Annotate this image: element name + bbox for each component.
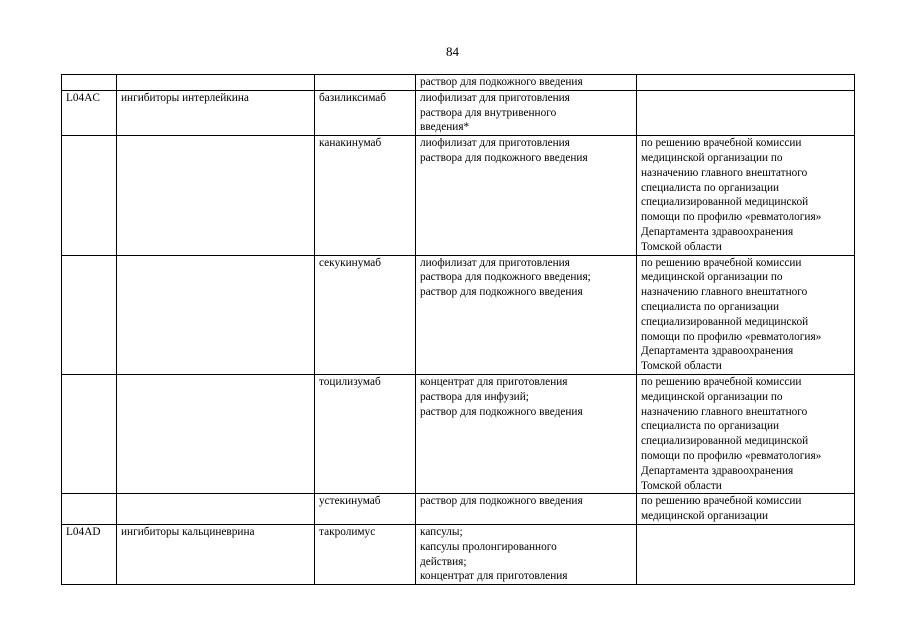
atc-code-cell <box>62 75 117 91</box>
atc-code-cell <box>62 494 117 525</box>
note-cell: по решению врачебной комиссии медицинской организации по назначению главного внештатного специалиста по организации специализированной медицинской помощи по профилю «ревматология» Департамента здравоохранения Томской области <box>637 374 855 493</box>
group-cell <box>117 75 315 91</box>
note-cell <box>637 75 855 91</box>
atc-code-cell <box>62 374 117 493</box>
table-row <box>62 255 855 374</box>
drug-name-cell <box>315 75 416 91</box>
note-cell: по решению врачебной комиссии медицинской организации по назначению главного внештатного специалиста по организации специализированной медицинской помощи по профилю «ревматология» Департамента здравоохранения Томской области <box>637 255 855 374</box>
group-cell: ингибиторы кальциневрина <box>117 524 315 584</box>
dosage-form-cell: лиофилизат для приготовления раствора для подкожного введения; раствор для подкожного введения <box>416 255 637 374</box>
page-number: 84 <box>446 44 459 59</box>
group-cell <box>117 374 315 493</box>
group-cell <box>117 136 315 255</box>
atc-code-cell <box>62 255 117 374</box>
group-cell: ингибиторы интерлейкина <box>117 90 315 135</box>
dosage-form-cell: капсулы; капсулы пролонгированного действия; концентрат для приготовления <box>416 524 637 584</box>
group-cell <box>117 494 315 525</box>
dosage-form-cell: раствор для подкожного введения <box>416 75 637 91</box>
atc-code-cell: L04AC <box>62 90 117 135</box>
table-row <box>62 90 855 135</box>
note-cell <box>637 524 855 584</box>
dosage-form-cell: лиофилизат для приготовления раствора для внутривенного введения* <box>416 90 637 135</box>
drug-name-cell: такролимус <box>315 524 416 584</box>
note-cell: по решению врачебной комиссии медицинской организации по назначению главного внештатного специалиста по организации специализированной медицинской помощи по профилю «ревматология» Департамента здравоохранения Томской области <box>637 136 855 255</box>
atc-code-cell <box>62 136 117 255</box>
drug-name-cell: канакинумаб <box>315 136 416 255</box>
dosage-form-cell: раствор для подкожного введения <box>416 494 637 525</box>
table-row <box>62 374 855 493</box>
atc-code-cell: L04AD <box>62 524 117 584</box>
note-cell: по решению врачебной комиссии медицинской организации <box>637 494 855 525</box>
table-row <box>62 494 855 525</box>
drug-name-cell: базиликсимаб <box>315 90 416 135</box>
group-cell <box>117 255 315 374</box>
drug-name-cell: секукинумаб <box>315 255 416 374</box>
table-row <box>62 75 855 91</box>
drug-table <box>61 74 855 585</box>
table-row <box>62 524 855 584</box>
table-row <box>62 136 855 255</box>
drug-name-cell: тоцилизумаб <box>315 374 416 493</box>
drug-name-cell: устекинумаб <box>315 494 416 525</box>
note-cell <box>637 90 855 135</box>
dosage-form-cell: концентрат для приготовления раствора для инфузий; раствор для подкожного введения <box>416 374 637 493</box>
dosage-form-cell: лиофилизат для приготовления раствора для подкожного введения <box>416 136 637 255</box>
